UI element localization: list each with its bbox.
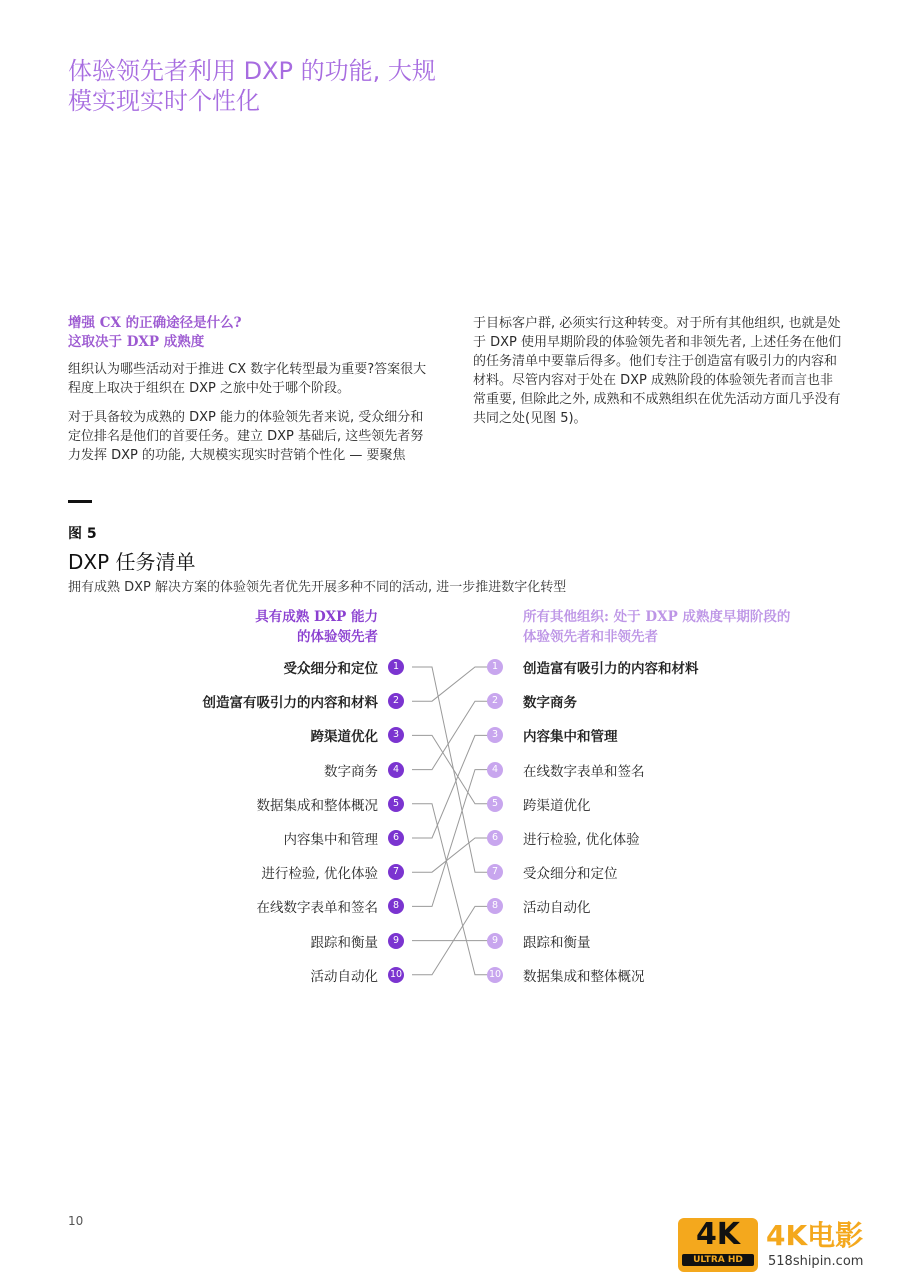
right-rank-badge-3: 3: [487, 727, 503, 743]
left-item-label-8: 在线数字表单和签名: [256, 900, 378, 917]
page-heading-line1: 体验领先者利用 DXP 的功能, 大规: [68, 57, 436, 85]
right-item-label-6: 进行检验, 优化体验: [523, 832, 640, 848]
left-item-label-1: 受众细分和定位: [283, 661, 378, 677]
right-rank-badge-7: 7: [487, 864, 503, 880]
figure-title: DXP 任务清单: [68, 550, 196, 574]
left-header-line1: 具有成熟 DXP 能力: [255, 609, 378, 625]
paragraph-3: 于目标客户群, 必须实行这种转变。对于所有其他组织, 也就是处于 DXP 使用早期阶段的体验领先者和非领先者, 上述任务在他们的任务清单中要靠后得多。他们专注于创造富有吸引力的内容和材料。尽管内容对于处在 DXP 成熟阶段的体验领先者而言也非常重要, 但除此之外, 成熟和不成熟组织在优先活动方面几乎没有共同之处(见图 5)。: [473, 316, 842, 426]
watermark-url: 518shipin.com: [768, 1254, 864, 1269]
right-rank-badge-8: 8: [487, 898, 503, 914]
right-item-label-8: 活动自动化: [523, 900, 591, 917]
right-rank-badge-6: 6: [487, 830, 503, 846]
right-header-line1: 所有其他组织: 处于 DXP 成熟度早期阶段的: [523, 609, 791, 625]
right-item-label-4: 在线数字表单和签名: [523, 763, 645, 780]
left-rank-badge-5: 5: [388, 796, 404, 812]
left-header-line2: 的体验领先者: [297, 629, 378, 645]
right-rank-badge-9: 9: [487, 933, 503, 949]
left-item-label-7: 进行检验, 优化体验: [261, 866, 378, 883]
question-line2: 这取决于 DXP 成熟度: [68, 334, 205, 350]
left-item-label-4: 数字商务: [324, 763, 378, 780]
page-heading-line2: 模实现实时个性化: [68, 87, 260, 115]
left-item-label-6: 内容集中和管理: [283, 832, 378, 848]
left-item-label-5: 数据集成和整体概况: [256, 797, 378, 814]
connector-line-7: [412, 838, 495, 872]
figure-label: 图 5: [68, 526, 97, 542]
left-rank-badge-1: 1: [388, 659, 404, 675]
right-item-label-1: 创造富有吸引力的内容和材料: [523, 661, 699, 677]
left-item-label-9: 跟踪和衡量: [310, 934, 378, 951]
left-rank-badge-6: 6: [388, 830, 404, 846]
figure-subtitle: 拥有成熟 DXP 解决方案的体验领先者优先开展多种不同的活动, 进一步推进数字化转型: [68, 580, 567, 595]
left-rank-badge-2: 2: [388, 693, 404, 709]
right-item-label-10: 数据集成和整体概况: [523, 968, 645, 985]
left-item-label-10: 活动自动化: [310, 968, 378, 985]
watermark-4k: 4K: [695, 1217, 741, 1252]
left-rank-badge-9: 9: [388, 933, 404, 949]
watermark-badge: [678, 1218, 758, 1272]
left-rank-badge-8: 8: [388, 898, 404, 914]
right-rank-badge-4: 4: [487, 762, 503, 778]
right-header-line2: 体验领先者和非领先者: [523, 629, 658, 645]
right-rank-badge-2: 2: [487, 693, 503, 709]
connector-line-5: [412, 804, 495, 975]
right-rank-badge-10: 10: [487, 967, 503, 983]
watermark-logo: [678, 1218, 894, 1272]
page-number: 10: [68, 1214, 84, 1228]
right-rank-badge-1: 1: [487, 659, 503, 675]
paragraph-1: 组织认为哪些活动对于推进 CX 数字化转型最为重要?答案很大程度上取决于组织在 DXP 之旅中处于哪个阶段。: [68, 362, 427, 396]
right-item-label-9: 跟踪和衡量: [523, 934, 591, 951]
right-item-label-7: 受众细分和定位: [523, 866, 618, 883]
right-item-label-3: 内容集中和管理: [523, 729, 618, 746]
paragraph-2: 对于具备较为成熟的 DXP 能力的体验领先者来说, 受众细分和定位排名是他们的首要任务。建立 DXP 基础后, 这些领先者努力发挥 DXP 的功能, 大规模实现实时营销个性化 — 要聚焦: [68, 410, 424, 463]
left-item-label-2: 创造富有吸引力的内容和材料: [202, 695, 378, 712]
watermark-text: 4K电影: [766, 1219, 864, 1252]
connector-line-2: [412, 667, 495, 701]
question-line1: 增强 CX 的正确途径是什么?: [68, 315, 242, 331]
right-rank-badge-5: 5: [487, 796, 503, 812]
left-item-label-3: 跨渠道优化: [310, 729, 378, 746]
left-rank-badge-10: 10: [388, 967, 404, 983]
connector-line-6: [412, 735, 495, 838]
left-rank-badge-4: 4: [388, 762, 404, 778]
right-item-label-2: 数字商务: [523, 695, 577, 712]
watermark-ultra-hd: ULTRA HD: [682, 1254, 754, 1266]
right-item-label-5: 跨渠道优化: [523, 797, 591, 814]
left-rank-badge-7: 7: [388, 864, 404, 880]
left-rank-badge-3: 3: [388, 727, 404, 743]
